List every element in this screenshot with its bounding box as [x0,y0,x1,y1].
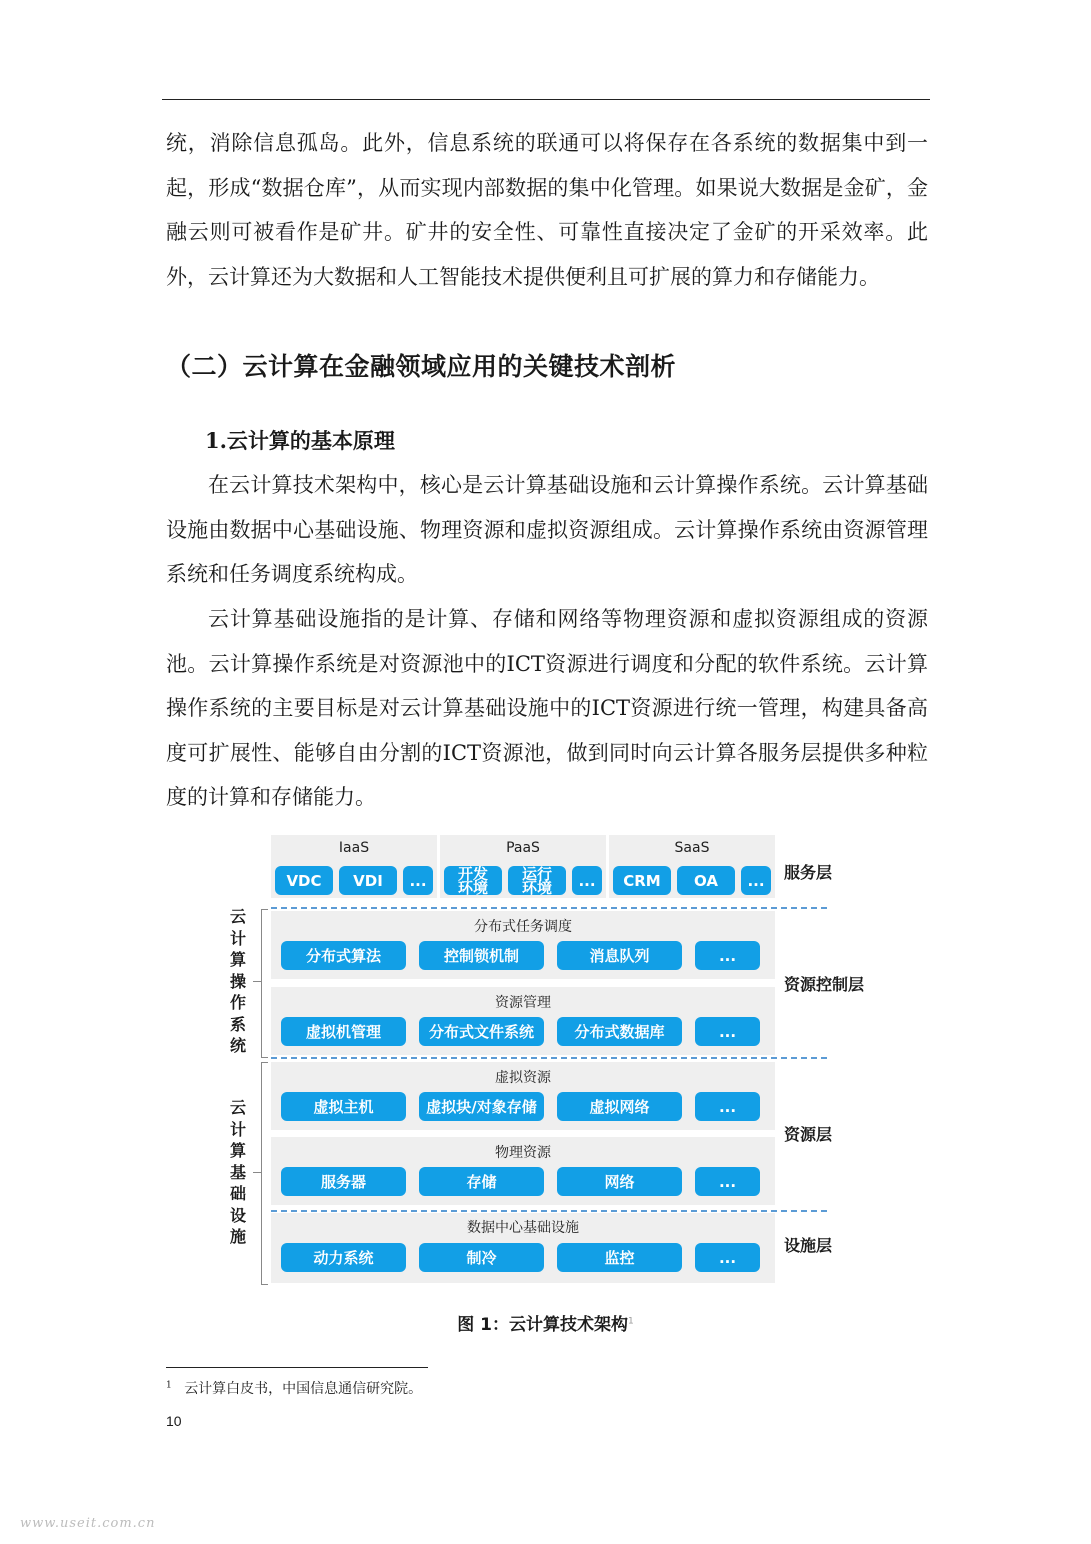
service-column-paas [440,835,606,898]
band-item: 网络 [557,1167,682,1196]
band-item: 服务器 [281,1167,406,1196]
service-column-iaas [271,835,437,898]
page-number: 10 [166,1413,182,1429]
footnote-mark: 1 [166,1380,172,1391]
paragraph-2: 在云计算技术架构中，核心是云计算基础设施和云计算操作系统。云计算基础设施由数据中心基础设施、物理资源和虚拟资源组成。云计算操作系统由资源管理系统和任务调度系统构成。 [166,473,928,586]
service-column-saas [609,835,775,898]
band-item: 分布式数据库 [557,1017,682,1046]
caption-text: 图 1：云计算技术架构 [457,1315,628,1335]
layer-divider [271,907,827,909]
band-task-scheduling [271,911,775,979]
footnote-rule [166,1367,428,1368]
service-item: 运行 环境 [508,866,566,895]
band-item: 存储 [419,1167,544,1196]
service-item: ... [741,866,771,895]
band-item: ... [695,1167,760,1196]
band-item: ... [695,1243,760,1272]
service-item: CRM [613,866,671,895]
band-resource-management [271,987,775,1055]
band-virtual-resources [271,1062,775,1130]
layer-label-service: 服务层 [784,863,833,882]
os-bracket [261,909,268,1058]
infra-bracket [261,1062,268,1285]
band-item: 消息队列 [557,941,682,970]
band-datacenter-facilities [271,1213,775,1283]
band-item: 动力系统 [281,1243,406,1272]
sub-heading: 1.云计算的基本原理 [205,428,395,453]
band-item: ... [695,1017,760,1046]
band-item: ... [695,941,760,970]
infra-bracket-tick [253,1172,261,1173]
figure-caption [0,1310,1091,1335]
watermark: www.useit.com.cn [20,1516,156,1531]
os-bracket-tick [253,981,261,982]
infra-side-label: 云计算基础设施 [229,1098,246,1246]
band-item: 虚拟主机 [281,1092,406,1121]
band-title: 虚拟资源 [495,1070,551,1086]
os-side-label: 云计算操作系统 [229,907,246,1055]
service-item: VDI [339,866,397,895]
band-item: 虚拟机管理 [281,1017,406,1046]
service-item: ... [572,866,602,895]
layer-label-facility: 设施层 [784,1236,833,1255]
band-item: 控制锁机制 [419,941,544,970]
band-item: 分布式文件系统 [419,1017,544,1046]
band-item: 虚拟网络 [557,1092,682,1121]
layer-divider [271,1057,827,1059]
layer-label-resource: 资源层 [784,1125,833,1144]
paragraph-3: 云计算基础设施指的是计算、存储和网络等物理资源和虚拟资源组成的资源池。云计算操作系统是对资源池中的ICT资源进行调度和分配的软件系统。云计算操作系统的主要目标是对云计算基础设施中的ICT资源进行统一管理，构建具备高度可扩展性、能够自由分割的ICT资源池，做到同时向云计算各服务层提供多种粒度的计算和存储能力。 [166,607,928,809]
service-item: 开发 环境 [444,866,502,895]
layer-label-control: 资源控制层 [784,975,865,994]
band-item: ... [695,1092,760,1121]
band-title: 资源管理 [495,995,551,1011]
service-name: IaaS [338,840,370,856]
band-item: 监控 [557,1243,682,1272]
footnote [166,1378,422,1398]
band-item: 虚拟块/对象存储 [419,1092,544,1121]
service-item: ... [403,866,433,895]
service-item: OA [677,866,735,895]
service-item: VDC [275,866,333,895]
band-title: 数据中心基础设施 [467,1220,579,1236]
service-name: SaaS [674,840,710,856]
layer-divider [271,1210,827,1212]
footnote-text: 云计算白皮书，中国信息通信研究院。 [184,1381,423,1397]
caption-superscript: 1 [628,1316,634,1327]
band-item: 分布式算法 [281,941,406,970]
band-title: 分布式任务调度 [474,919,572,935]
band-title: 物理资源 [495,1145,551,1161]
header-rule [162,99,930,100]
paragraph-1: 统，消除信息孤岛。此外，信息系统的联通可以将保存在各系统的数据集中到一起，形成“数据仓库”，从而实现内部数据的集中化管理。如果说大数据是金矿，金融云则可被看作是矿井。矿井的安全性、可靠性直接决定了金矿的开采效率。此外，云计算还为大数据和人工智能技术提供便利且可扩展的算力和存储能力。 [166,131,928,289]
band-physical-resources [271,1137,775,1205]
service-name: PaaS [506,840,540,856]
section-heading: （二）云计算在金融领域应用的关键技术剖析 [166,352,677,381]
band-item: 制冷 [419,1243,544,1272]
